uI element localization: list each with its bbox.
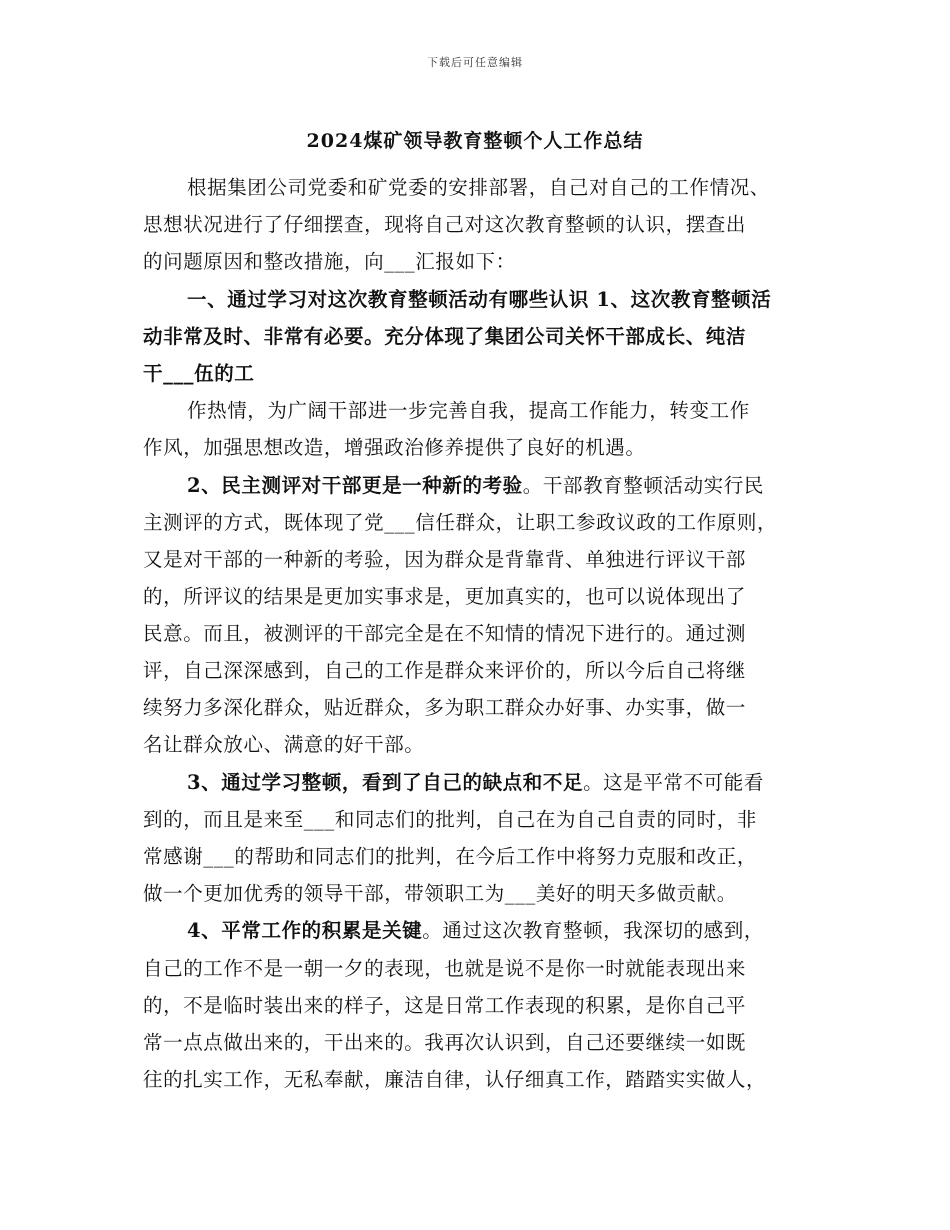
point-heading: 4、平常工作的积累是关键 bbox=[187, 919, 423, 942]
paragraph-line: 名让群众放心、满意的好干部。 bbox=[143, 733, 425, 756]
point-text: 。干部教育整顿活动实行民 bbox=[522, 474, 764, 497]
point-heading: 3、通过学习整顿，看到了自己的缺点和不足 bbox=[187, 771, 584, 794]
paragraph-line: 根据集团公司党委和矿党委的安排部署，自己对自己的工作情况、 bbox=[187, 176, 770, 199]
paragraph-line: 思想状况进行了仔细摆查，现将自己对这次教育整顿的认识，摆查出 bbox=[143, 213, 747, 236]
paragraph-line: 的，所评议的结果是更加实事求是，更加真实的，也可以说体现出了 bbox=[143, 585, 747, 608]
paragraph-line: 常一点点做出来的，干出来的。我再次认识到，自己还要继续一如既 bbox=[143, 1031, 747, 1054]
point-heading: 2、民主测评对干部更是一种新的考验 bbox=[187, 474, 523, 497]
paragraph-line: 自己的工作不是一朝一夕的表现，也就是说不是你一时就能表现出来 bbox=[143, 957, 747, 980]
point-text: 。通过这次教育整顿，我深切的感到， bbox=[422, 919, 764, 942]
paragraph-line: 的，不是临时装出来的样子，这是日常工作表现的积累，是你自己平 bbox=[143, 994, 747, 1017]
paragraph-line: 民意。而且，被测评的干部完全是在不知情的情况下进行的。通过测 bbox=[143, 622, 747, 645]
page-header-note: 下载后可任意编辑 bbox=[427, 56, 523, 69]
paragraph-line: 续努力多深化群众，贴近群众，多为职工群众办好事、办实事，做一 bbox=[143, 696, 747, 719]
section-heading-line: 干___伍的工 bbox=[143, 362, 255, 385]
paragraph-line bbox=[187, 771, 764, 795]
section-heading-line: 动非常及时、非常有必要。充分体现了集团公司关怀干部成长、纯洁 bbox=[143, 325, 747, 348]
paragraph-line: 到的，而且是来至___和同志们的批判，自己在为自己自责的同时，非 bbox=[143, 808, 757, 831]
section-heading-line: 一、通过学习对这次教育整顿活动有哪些认识 1、这次教育整顿活 bbox=[187, 288, 772, 311]
paragraph-line: 往的扎实工作，无私奉献，廉洁自律，认仔细真工作，踏踏实实做人， bbox=[143, 1068, 767, 1091]
paragraph-line: 常感谢___的帮助和同志们的批判，在今后工作中将努力克服和改正， bbox=[143, 845, 757, 868]
paragraph-line bbox=[187, 474, 764, 498]
paragraph-line: 的问题原因和整改措施，向___汇报如下： bbox=[143, 250, 516, 273]
paragraph-line: 作风，加强思想改造，增强政治修养提供了良好的机遇。 bbox=[143, 436, 646, 459]
paragraph-line: 又是对干部的一种新的考验，因为群众是背靠背、单独进行评议干部 bbox=[143, 548, 747, 571]
paragraph-line: 做一个更加优秀的领导干部，带领职工为___美好的明天多做贡献。 bbox=[143, 882, 737, 905]
paragraph-line: 评，自己深深感到，自己的工作是群众来评价的，所以今后自己将继 bbox=[143, 659, 747, 682]
point-text: 。这是平常不可能看 bbox=[583, 771, 764, 794]
paragraph-line: 主测评的方式，既体现了党___信任群众，让职工参政议政的工作原则， bbox=[143, 511, 778, 534]
paragraph-line bbox=[187, 919, 764, 943]
document-title: 2024煤矿领导教育整顿个人工作总结 bbox=[306, 130, 644, 152]
paragraph-line: 作热情，为广阔干部进一步完善自我，提高工作能力，转变工作 bbox=[187, 399, 750, 422]
